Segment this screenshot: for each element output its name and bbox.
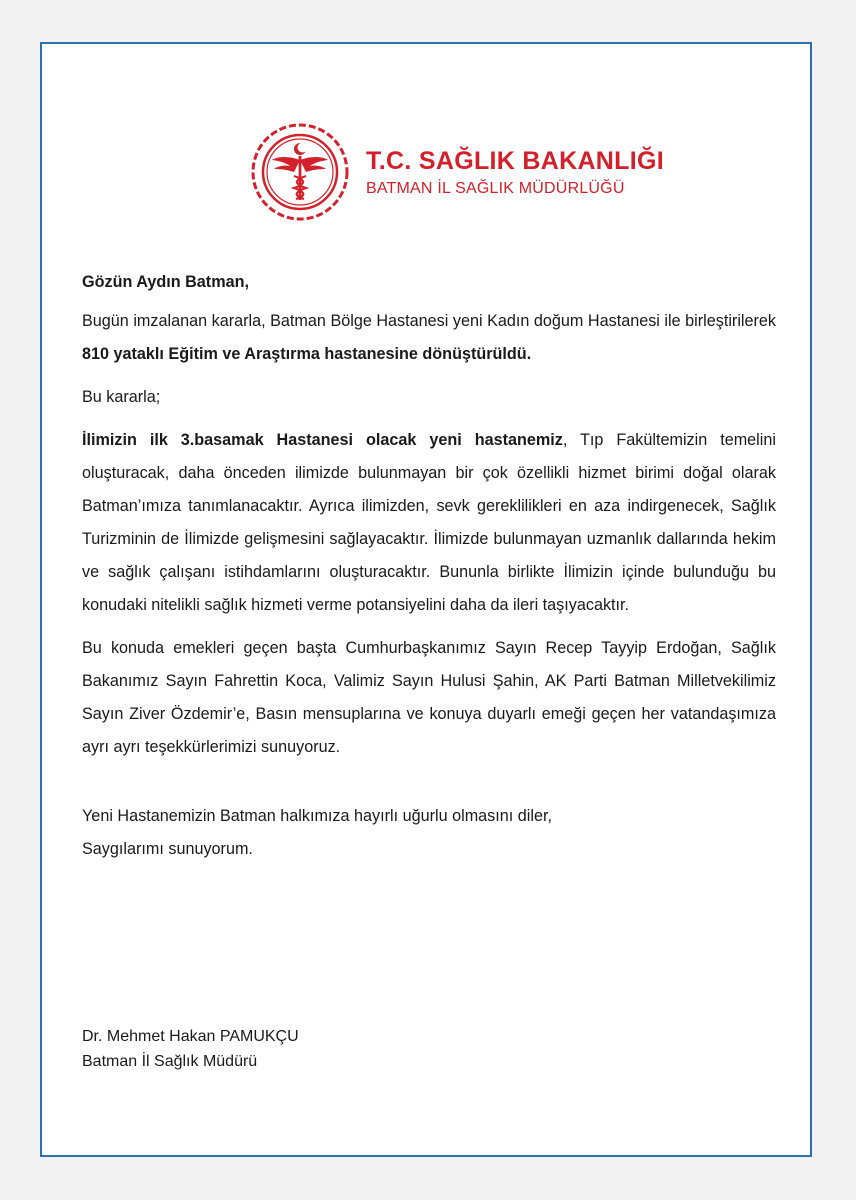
closing-line-1: Yeni Hastanemizin Batman halkımıza hayırlı uğurlu olmasını diler,	[82, 807, 552, 825]
salutation: Gözün Aydın Batman,	[82, 273, 249, 291]
paragraph-benefits: İlimizin ilk 3.basamak Hastanesi olacak yeni hastanemiz, Tıp Fakültemizin temelini oluşturacak, daha önceden ilimizde bulunmayan bir çok özellikli hizmet birimi doğal olarak Batman’ımıza tanımlanacaktır. Ayrıca ilimizden, sevk gereklilikleri en aza indirgenecek, Sağlık Turizminin de İlimizde gelişmesini sağlayacaktır. İlimizde bulunmayan uzmanlık dallarında hekim ve sağlık çalışanı istihdamlarını oluşturacaktır. Bununla birlikte İlimizin içinde bulunduğu bu konudaki nitelikli sağlık hizmeti verme potansiyelini daha da ileri taşıyacaktır.	[82, 431, 776, 614]
closing-line-2: Saygılarımı sunuyorum.	[82, 840, 253, 858]
ministry-emblem-icon	[250, 122, 350, 222]
directorate-name: BATMAN İL SAĞLIK MÜDÜRLÜĞÜ	[366, 179, 625, 197]
paragraph-thanks: Bu konuda emekleri geçen başta Cumhurbaşkanımız Sayın Recep Tayyip Erdoğan, Sağlık Bakanımız Sayın Fahrettin Koca, Valimiz Sayın Hulusi Şahin, AK Parti Batman Milletvekilimiz Sayın Ziver Özdemir’e, Basın mensuplarına ve konuya duyarlı emeği geçen her vatandaşımıza ayrı ayrı teşekkürlerimizi sunuyoruz.	[82, 639, 776, 756]
signatory-title: Batman İl Sağlık Müdürü	[82, 1053, 258, 1070]
ministry-name: T.C. SAĞLIK BAKANLIĞI	[366, 146, 664, 175]
paragraph-intro: Bu kararla;	[82, 388, 161, 406]
letterhead	[250, 122, 664, 222]
letter-body	[82, 266, 776, 866]
paragraph-decision: Bugün imzalanan kararla, Batman Bölge Hastanesi yeni Kadın doğum Hastanesi ile birleştirilerek 810 yataklı Eğitim ve Araştırma hastanesine dönüştürüldü.	[82, 312, 776, 363]
signature-block	[82, 1024, 299, 1074]
letter-page	[40, 42, 812, 1157]
signatory-name: Dr. Mehmet Hakan PAMUKÇU	[82, 1028, 299, 1045]
